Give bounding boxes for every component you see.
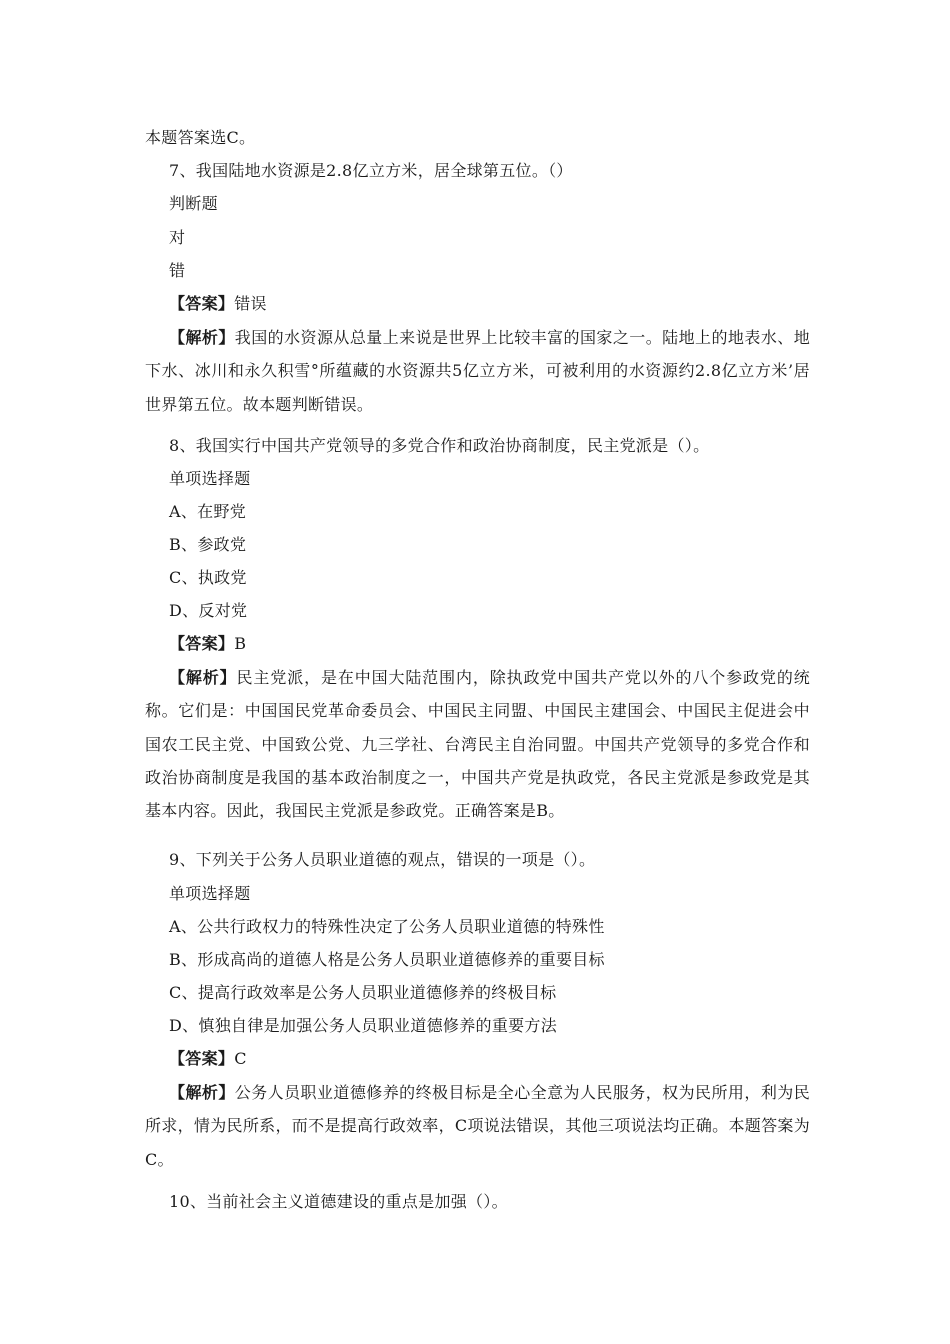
answer-value: 错误 [234,294,267,313]
answer-label: 【答案】 [169,634,235,653]
question-8-option: A、在野党 [169,502,247,521]
question-9-option: C、提高行政效率是公务人员职业道德修养的终极目标 [169,983,557,1002]
prev-answer-conclusion: 本题答案选C。 [145,128,256,147]
question-7-text: 7、我国陆地水资源是2.8亿立方米，居全球第五位。（） [169,161,573,180]
question-8-text: 8、我国实行中国共产党领导的多党合作和政治协商制度，民主党派是（）。 [169,436,710,455]
analysis-text: 我国的水资源从总量上来说是世界上比较丰富的国家之一。陆地上的地表水、地下水、冰川和永久积雪°所蕴藏的水资源共5亿立方米，可被利用的水资源约2.8亿立方米’居世界第五位。故本题判断错误。 [145,328,810,414]
question-9-analysis [145,1076,810,1176]
question-8-option: D、反对党 [169,601,248,620]
question-9-type: 单项选择题 [169,884,251,903]
question-7-answer [169,294,267,314]
answer-label: 【答案】 [169,1049,235,1068]
question-7-option: 错 [169,261,186,280]
question-9-option: D、慎独自律是加强公务人员职业道德修养的重要方法 [169,1016,558,1035]
analysis-label: 【解析】 [169,1083,235,1102]
answer-value: B [234,634,247,653]
question-8-answer [169,634,246,654]
question-7-analysis [145,321,810,421]
answer-value: C [234,1049,247,1068]
question-7-option: 对 [169,228,186,247]
answer-label: 【答案】 [169,294,235,313]
question-7-type: 判断题 [169,194,218,213]
analysis-label: 【解析】 [169,668,237,687]
question-9-answer [169,1049,247,1069]
question-9-option: A、公共行政权力的特殊性决定了公务人员职业道德的特殊性 [169,917,605,936]
analysis-text: 民主党派，是在中国大陆范围内，除执政党中国共产党以外的八个参政党的统称。它们是：中国国民党革命委员会、中国民主同盟、中国民主建国会、中国民主促进会中国农工民主党、中国致公党、九三学社、台湾民主自治同盟。中国共产党领导的多党合作和政治协商制度是我国的基本政治制度之一，中国共产党是执政党，各民主党派是参政党是其基本内容。因此，我国民主党派是参政党。正确答案是B。 [145,668,811,821]
question-8-analysis [145,661,810,827]
question-9-text: 9、下列关于公务人员职业道德的观点，错误的一项是（）。 [169,850,596,869]
question-8-type: 单项选择题 [169,469,251,488]
analysis-label: 【解析】 [169,328,235,347]
analysis-text: 公务人员职业道德修养的终极目标是全心全意为人民服务，权为民所用，利为民所求，情为民所系，而不是提高行政效率，C项说法错误，其他三项说法均正确。本题答案为C。 [145,1083,810,1169]
question-8-option: B、参政党 [169,535,247,554]
question-8-option: C、执政党 [169,568,247,587]
question-10-text: 10、当前社会主义道德建设的重点是加强（）。 [169,1192,508,1211]
question-9-option: B、形成高尚的道德人格是公务人员职业道德修养的重要目标 [169,950,605,969]
